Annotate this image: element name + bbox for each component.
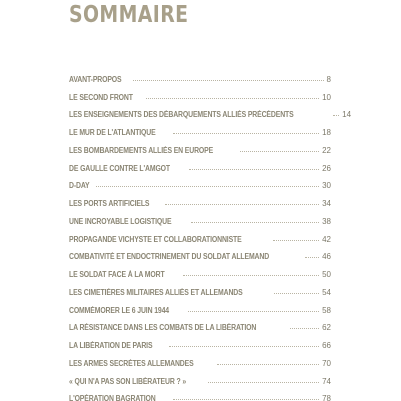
toc-entry-page-number: 46 <box>322 252 331 262</box>
page-title: SOMMAIRE <box>69 2 189 28</box>
toc-entry[interactable] <box>69 119 331 137</box>
dot-leader <box>305 257 319 258</box>
toc-entry-page-number: 62 <box>322 323 331 333</box>
toc-entry-title: LES PORTS ARTIFICIELS <box>69 199 150 208</box>
dot-leader <box>165 204 319 205</box>
dot-leader <box>96 186 319 187</box>
toc-entry-title: LES BOMBARDEMENTS ALLIÉS EN EUROPE <box>69 145 214 155</box>
toc-entry-page-number: 8 <box>326 74 331 84</box>
table-of-contents <box>69 66 352 401</box>
dot-leader <box>290 328 319 329</box>
toc-entry-page-number: 38 <box>322 216 331 226</box>
toc-entry-page-number: 34 <box>322 199 331 208</box>
toc-entry-page-number: 66 <box>322 341 331 350</box>
toc-entry-page-number: 22 <box>322 145 331 155</box>
dot-leader <box>189 169 319 170</box>
dot-leader <box>217 364 319 365</box>
toc-entry-title: LES ENSEIGNEMENTS DES DÉBARQUEMENTS ALLIÉS PRÉCÉDENTS <box>69 110 294 120</box>
dot-leader <box>191 222 319 223</box>
toc-entry-page-number: 58 <box>322 305 331 315</box>
toc-entry-page-number: 14 <box>342 110 352 120</box>
dot-leader <box>208 382 319 383</box>
toc-entry-page-number: 26 <box>322 163 331 173</box>
toc-entry-title: LES ARMES SECRÈTES ALLEMANDES <box>69 358 194 368</box>
toc-entry-title: LE SOLDAT FACE À LA MORT <box>69 270 165 279</box>
toc-entry-title: D-DAY <box>69 181 90 191</box>
toc-entry[interactable] <box>69 190 331 208</box>
toc-entry-title: COMMÉMORER LE 6 JUIN 1944 <box>69 305 170 315</box>
toc-entry-page-number: 54 <box>322 287 331 297</box>
dot-leader <box>173 133 319 134</box>
toc-entry[interactable] <box>69 208 331 226</box>
toc-entry[interactable] <box>69 368 331 386</box>
toc-entry-page-number: 18 <box>322 128 331 137</box>
toc-entry-title: UNE INCROYABLE LOGISTIQUE <box>69 216 172 226</box>
dot-leader <box>240 151 320 152</box>
dot-leader <box>183 275 319 276</box>
toc-entry-page-number: 70 <box>322 358 331 368</box>
toc-entry-page-number: 74 <box>322 376 331 386</box>
toc-entry[interactable] <box>69 173 331 191</box>
toc-entry[interactable] <box>69 66 331 84</box>
toc-entry[interactable] <box>69 244 331 262</box>
toc-entry-page-number: 42 <box>322 234 331 244</box>
dot-leader <box>146 98 319 99</box>
toc-entry-title: LE MUR DE L'ATLANTIQUE <box>69 128 156 137</box>
toc-entry-page-number: 10 <box>322 92 331 102</box>
dot-leader <box>169 346 319 347</box>
dot-leader <box>274 293 319 294</box>
toc-entry-title: LES CIMETIÈRES MILITAIRES ALLIÉS ET ALLEMANDS <box>69 287 243 297</box>
toc-entry-title: LA RÉSISTANCE DANS LES COMBATS DE LA LIBÉRATION <box>69 323 257 333</box>
dot-leader <box>333 115 339 116</box>
dot-leader <box>188 311 319 312</box>
toc-entry[interactable] <box>69 137 331 155</box>
toc-entry[interactable] <box>69 279 331 297</box>
toc-entry-title: « QUI N'A PAS SON LIBÉRATEUR ? » <box>69 376 187 386</box>
toc-entry-page-number: 78 <box>322 394 331 401</box>
toc-entry-title: COMBATIVITÉ ET ENDOCTRINEMENT DU SOLDAT ALLEMAND <box>69 252 270 262</box>
toc-entry[interactable] <box>69 155 331 173</box>
toc-entry[interactable] <box>69 102 352 120</box>
toc-entry-title: LE SECOND FRONT <box>69 92 133 102</box>
dot-leader <box>133 80 324 81</box>
toc-entry-title: DE GAULLE CONTRE L'AMGOT <box>69 163 170 173</box>
toc-entry[interactable] <box>69 297 331 315</box>
toc-entry[interactable] <box>69 386 331 401</box>
toc-entry-title: AVANT-PROPOS <box>69 74 122 84</box>
toc-entry[interactable] <box>69 261 331 279</box>
toc-entry[interactable] <box>69 332 331 350</box>
dot-leader <box>173 399 319 400</box>
dot-leader <box>273 240 319 241</box>
toc-entry-page-number: 30 <box>322 181 331 191</box>
toc-entry-page-number: 50 <box>322 270 331 279</box>
toc-entry[interactable] <box>69 226 331 244</box>
toc-entry-title: L'OPÉRATION BAGRATION <box>69 394 156 401</box>
toc-entry-title: PROPAGANDE VICHYSTE ET COLLABORATIONNISTE <box>69 234 242 244</box>
toc-entry[interactable] <box>69 315 331 333</box>
toc-entry[interactable] <box>69 84 331 102</box>
toc-entry[interactable] <box>69 350 331 368</box>
toc-entry-title: LA LIBÉRATION DE PARIS <box>69 341 153 350</box>
